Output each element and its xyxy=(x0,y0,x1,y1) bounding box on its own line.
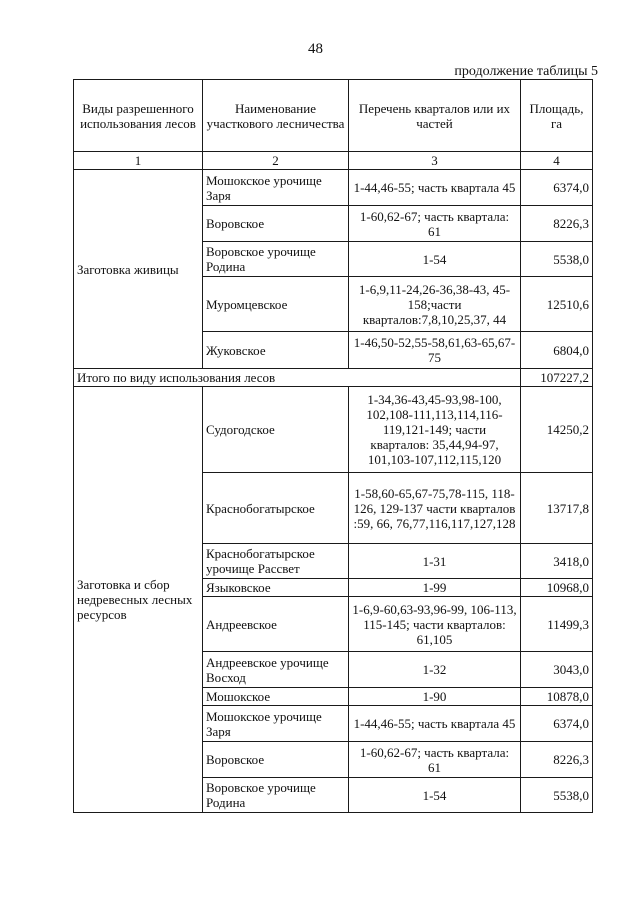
area-cell: 8226,3 xyxy=(521,206,593,242)
area-cell: 6804,0 xyxy=(521,332,593,369)
quarters-cell: 1-34,36-43,45-93,98-100, 102,108-111,113,114,116-119,121-149; части кварталов: 35,44,94-97, 101,103-107,112,115,120 xyxy=(349,387,521,473)
forestry-name-cell: Воровское урочище Родина xyxy=(203,242,349,277)
use-type-cell: Заготовка и сбор недревесных лесных ресурсов xyxy=(74,387,203,813)
area-cell: 13717,8 xyxy=(521,473,593,544)
use-type-cell: Заготовка живицы xyxy=(74,170,203,369)
quarters-cell: 1-54 xyxy=(349,778,521,813)
area-cell: 10968,0 xyxy=(521,579,593,597)
forestry-name-cell: Воровское xyxy=(203,206,349,242)
quarters-cell: 1-90 xyxy=(349,688,521,706)
header-forestry-name: Наименование участкового лесничества xyxy=(203,80,349,152)
area-cell: 6374,0 xyxy=(521,170,593,206)
forestry-name-cell: Краснобогатырское xyxy=(203,473,349,544)
forestry-name-cell: Андреевское урочище Восход xyxy=(203,652,349,688)
forestry-name-cell: Мошокское урочище Заря xyxy=(203,706,349,742)
table-row xyxy=(74,170,593,206)
header-use-type: Виды разрешенного использования лесов xyxy=(74,80,203,152)
forestry-name-cell: Жуковское xyxy=(203,332,349,369)
area-cell: 14250,2 xyxy=(521,387,593,473)
forestry-name-cell: Воровское урочище Родина xyxy=(203,778,349,813)
header-row xyxy=(74,80,593,152)
forestry-name-cell: Краснобогатырское урочище Рассвет xyxy=(203,544,349,579)
quarters-cell: 1-58,60-65,67-75,78-115, 118-126, 129-137 части кварталов :59, 66, 76,77,116,117,127,128 xyxy=(349,473,521,544)
forestry-name-cell: Андреевское xyxy=(203,597,349,652)
quarters-cell: 1-6,9-60,63-93,96-99, 106-113, 115-145; части кварталов: 61,105 xyxy=(349,597,521,652)
quarters-cell: 1-54 xyxy=(349,242,521,277)
quarters-cell: 1-99 xyxy=(349,579,521,597)
quarters-cell: 1-44,46-55; часть квартала 45 xyxy=(349,170,521,206)
area-cell: 6374,0 xyxy=(521,706,593,742)
quarters-cell: 1-31 xyxy=(349,544,521,579)
column-number: 4 xyxy=(521,152,593,170)
area-cell: 3418,0 xyxy=(521,544,593,579)
forestry-name-cell: Языковское xyxy=(203,579,349,597)
forestry-name-cell: Судогодское xyxy=(203,387,349,473)
quarters-cell: 1-60,62-67; часть квартала: 61 xyxy=(349,206,521,242)
quarters-cell: 1-46,50-52,55-58,61,63-65,67-75 xyxy=(349,332,521,369)
forestry-name-cell: Муромцевское xyxy=(203,277,349,332)
area-cell: 11499,3 xyxy=(521,597,593,652)
area-cell: 10878,0 xyxy=(521,688,593,706)
area-cell: 5538,0 xyxy=(521,242,593,277)
total-label: Итого по виду использования лесов xyxy=(74,369,521,387)
header-area: Площадь, га xyxy=(521,80,593,152)
forest-use-table xyxy=(73,79,593,813)
header-quarters: Перечень кварталов или их частей xyxy=(349,80,521,152)
area-cell: 12510,6 xyxy=(521,277,593,332)
area-cell: 8226,3 xyxy=(521,742,593,778)
area-cell: 3043,0 xyxy=(521,652,593,688)
total-row xyxy=(74,369,593,387)
forestry-name-cell: Мошокское урочище Заря xyxy=(203,170,349,206)
column-number: 1 xyxy=(74,152,203,170)
quarters-cell: 1-6,9,11-24,26-36,38-43, 45-158;части кварталов:7,8,10,25,37, 44 xyxy=(349,277,521,332)
quarters-cell: 1-60,62-67; часть квартала: 61 xyxy=(349,742,521,778)
area-cell: 5538,0 xyxy=(521,778,593,813)
column-number: 3 xyxy=(349,152,521,170)
forestry-name-cell: Воровское xyxy=(203,742,349,778)
column-number: 2 xyxy=(203,152,349,170)
page-number: 48 xyxy=(308,41,323,57)
column-number-row xyxy=(74,152,593,170)
forestry-name-cell: Мошокское xyxy=(203,688,349,706)
table-row xyxy=(74,387,593,473)
quarters-cell: 1-44,46-55; часть квартала 45 xyxy=(349,706,521,742)
table-caption: продолжение таблицы 5 xyxy=(454,64,598,79)
quarters-cell: 1-32 xyxy=(349,652,521,688)
total-value: 107227,2 xyxy=(521,369,593,387)
